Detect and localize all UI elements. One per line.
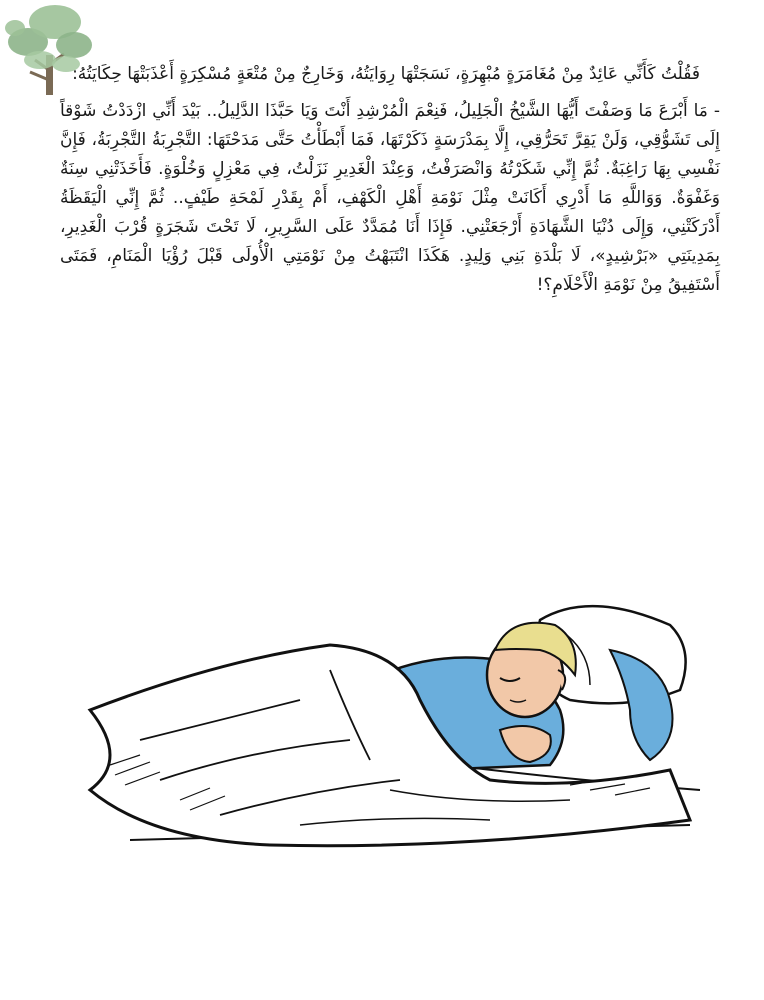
dialogue-dash: - — [713, 101, 720, 121]
sleeping-man-illustration — [70, 590, 710, 860]
story-text — [60, 60, 720, 300]
dialogue-text: مَا أَبْرَعَ مَا وَصَفْتَ أَيُّهَا الشَّيْخُ الْجَلِيلُ، فَنِعْمَ الْمُرْشِدِ أَنْتَ وَيَا حَبَّذَا الدَّلِيلُ.. بَيْدَ أَنِّي ازْدَدْتُ شَوْقاً إِلَى تَشَوُّقِي، وَلَنْ يَقِرَّ تَحَرُّقِي، إِلَّا بِمَدْرَسَةٍ ذَكَرْتَهَا، فَمَا أَبْطَأْتُ حَتَّى مَدَحْتَهَا: التَّجْرِبَةُ التَّجْرِبَةُ، فَإِنَّ نَفْسِي بِهَا رَاغِبَةٌ. ثُمَّ إِنِّي شَكَرْتُهُ وَانْصَرَفْتُ، وَعِنْدَ الْغَدِيرِ نَزَلْتُ، فِي مَعْزِلٍ وَخُلْوَةٍ. فَأَخَذَتْنِي سِنَةٌ وَغَفْوَةٌ. وَوَاللَّهِ مَا أَدْرِي أَكَانَتْ مِثْلَ نَوْمَةِ أَهْلِ الْكَهْفِ، أَمْ بِقَدْرِ لَمْحَةِ طَيْفٍ.. ثُمَّ إِنِّي الْيَقَظَةُ أَدْرَكَتْنِي، وَإِلَى دُنْيَا الشَّهَادَةِ أَرْجَعَتْنِي. فَإِذَا أَنَا مُمَدَّدٌ عَلَى السَّرِيرِ، لَا تَحْتَ شَجَرَةٍ قُرْبَ الْغَدِيرِ، بِمَدِينَتِي «بَرْشِيدٍ»، لَا بَلْدَةِ بَنِي وَلِيدٍ. هَكَذَا انْتَبَهْتُ مِنْ نَوْمَتِي الْأُولَى قَبْلَ رُؤْيَا الْمَنَامِ، فَمَتَى أَسْتَفِيقُ مِنْ نَوْمَةِ الْأَحْلَامِ؟! — [60, 101, 720, 295]
dialogue-paragraph — [60, 97, 720, 300]
intro-paragraph: فَقُلْتُ كَأَنِّي عَائِدٌ مِنْ مُغَامَرَةٍ مُبْهِرَةٍ، نَسَجَتْهَا رِوَايَتُهُ، وَخَارِجٌ مِنْ مُتْعَةٍ مُسْكِرَةٍ أَعْذَبَتْهَا حِكَايَتُهُ: — [72, 64, 700, 84]
